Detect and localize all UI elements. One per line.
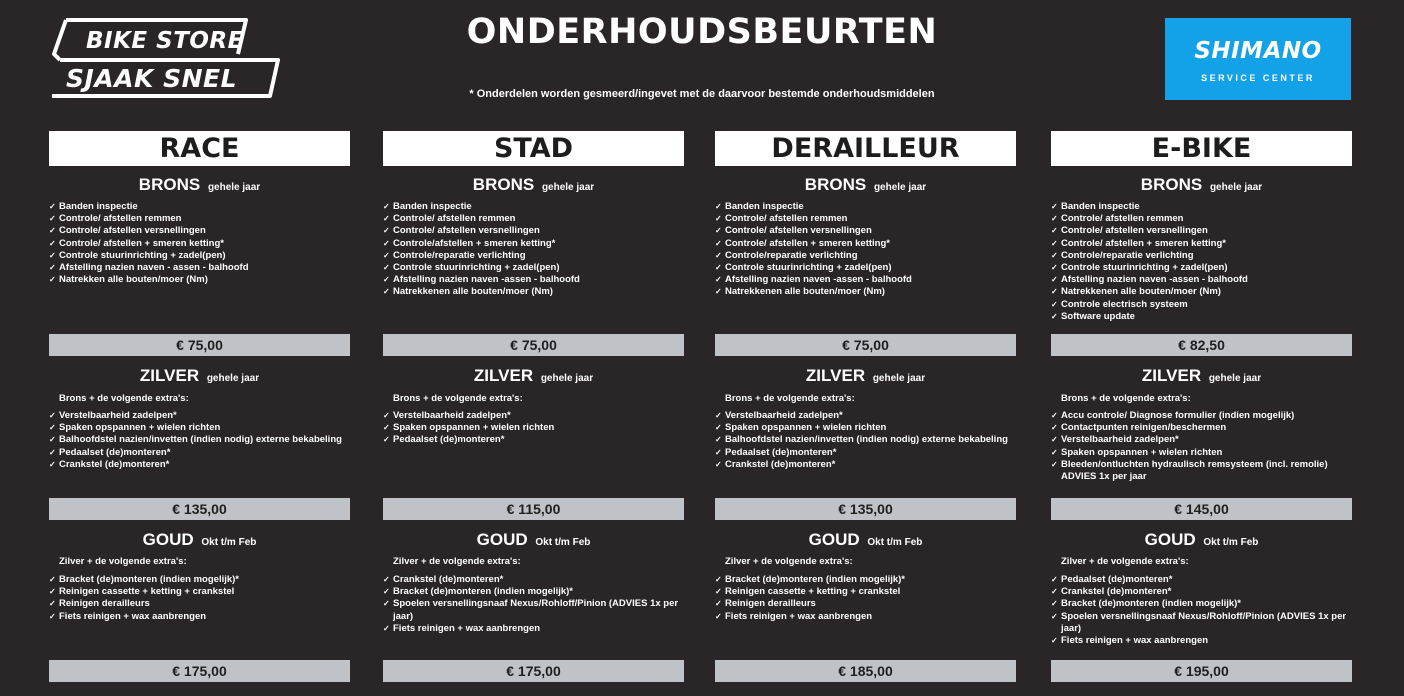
list-item bbox=[1051, 434, 1352, 446]
list-item bbox=[1051, 213, 1352, 225]
checkmark-icon: ✓ bbox=[49, 599, 56, 609]
list-item-text: Afstelling nazien naven -assen - balhoofd bbox=[393, 274, 580, 286]
zilver-item-list bbox=[715, 410, 1016, 471]
list-item bbox=[383, 574, 684, 586]
checkmark-icon: ✓ bbox=[49, 447, 56, 457]
list-item bbox=[383, 422, 684, 434]
list-item-text: Bracket (de)monteren (indien mogelijk)* bbox=[725, 574, 906, 585]
checkmark-icon: ✓ bbox=[383, 287, 390, 297]
checkmark-icon: ✓ bbox=[715, 459, 722, 469]
list-item bbox=[49, 201, 350, 213]
zilver-intro: Brons + de volgende extra's: bbox=[59, 393, 189, 404]
list-item-text: Controle/ afstellen + smeren ketting* bbox=[1061, 237, 1226, 249]
checkmark-icon: ✓ bbox=[1051, 411, 1058, 420]
checkmark-icon: ✓ bbox=[1051, 447, 1058, 457]
list-item bbox=[1051, 586, 1352, 598]
column-header: DERAILLEUR bbox=[715, 131, 1016, 166]
list-item-text: Controle/ afstellen versnellingen bbox=[1061, 225, 1208, 237]
goud-period: Okt t/m Feb bbox=[867, 537, 923, 548]
brons-price: € 75,00 bbox=[383, 334, 684, 356]
goud-title bbox=[49, 530, 350, 550]
goud-intro: Zilver + de volgende extra's: bbox=[393, 556, 521, 567]
checkmark-icon: ✓ bbox=[715, 275, 722, 285]
zilver-name: ZILVER bbox=[1141, 366, 1202, 385]
goud-name: GOUD bbox=[476, 530, 528, 549]
checkmark-icon: ✓ bbox=[1051, 587, 1058, 597]
page-title: ONDERHOUDSBEURTEN bbox=[466, 12, 938, 52]
list-item bbox=[383, 410, 684, 422]
brons-title bbox=[383, 175, 684, 195]
checkmark-icon: ✓ bbox=[383, 275, 390, 285]
zilver-title bbox=[715, 366, 1016, 386]
list-item-text: Bleeden/ontluchten hydraulisch remsysteem (incl. remolie) ADVIES 1x per jaar bbox=[1061, 458, 1328, 483]
checkmark-icon: ✓ bbox=[1051, 636, 1058, 646]
checkmark-icon: ✓ bbox=[715, 287, 722, 297]
column-header: STAD bbox=[383, 131, 684, 166]
brons-item-list bbox=[715, 201, 1016, 299]
checkmark-icon: ✓ bbox=[49, 611, 56, 621]
zilver-period: gehele jaar bbox=[540, 373, 594, 384]
goud-period: Okt t/m Feb bbox=[1203, 537, 1259, 548]
checkmark-icon: ✓ bbox=[49, 263, 56, 273]
list-item bbox=[1051, 286, 1352, 298]
zilver-price: € 115,00 bbox=[383, 498, 684, 520]
list-item bbox=[1051, 410, 1352, 422]
list-item-text: Verstelbaarheid zadelpen* bbox=[59, 410, 177, 421]
brons-item-list bbox=[383, 201, 684, 299]
list-item bbox=[1051, 299, 1352, 311]
list-item-text: Pedaalset (de)monteren* bbox=[725, 446, 837, 458]
checkmark-icon: ✓ bbox=[49, 587, 56, 597]
list-item bbox=[1051, 459, 1352, 483]
brons-name: BRONS bbox=[1140, 175, 1203, 194]
list-item bbox=[49, 238, 350, 250]
list-item bbox=[49, 274, 350, 286]
checkmark-icon: ✓ bbox=[1051, 575, 1058, 584]
list-item-text: Banden inspectie bbox=[393, 201, 472, 212]
checkmark-icon: ✓ bbox=[715, 587, 722, 597]
list-item bbox=[383, 434, 684, 446]
list-item-text: Crankstel (de)monteren* bbox=[1061, 586, 1172, 598]
shimano-service-center-logo bbox=[1165, 18, 1351, 100]
list-item-text: Natrekkenen alle bouten/moer (Nm) bbox=[393, 286, 553, 298]
list-item bbox=[715, 250, 1016, 262]
list-item-text: Reinigen derailleurs bbox=[725, 598, 816, 610]
list-item-text: Reinigen cassette + ketting + crankstel bbox=[725, 586, 901, 598]
shimano-service-center-text: SERVICE CENTER bbox=[1201, 73, 1315, 83]
brons-period: gehele jaar bbox=[1209, 182, 1263, 193]
page-subtitle: * Onderdelen worden gesmeerd/ingevet met de daarvoor bestemde onderhoudsmiddelen bbox=[469, 88, 935, 100]
checkmark-icon: ✓ bbox=[1051, 238, 1058, 248]
checkmark-icon: ✓ bbox=[383, 226, 390, 236]
list-item-text: Controle/reparatie verlichting bbox=[725, 249, 858, 261]
list-item-text: Natrekkenen alle bouten/moer (Nm) bbox=[725, 286, 885, 298]
list-item bbox=[49, 459, 350, 471]
zilver-title bbox=[1051, 366, 1352, 386]
goud-title bbox=[715, 530, 1016, 550]
checkmark-icon: ✓ bbox=[715, 202, 722, 211]
list-item-text: Controle/ afstellen remmen bbox=[1061, 213, 1184, 225]
zilver-period: gehele jaar bbox=[206, 373, 260, 384]
list-item-text: Controle stuurinrichting + zadel(pen) bbox=[1061, 262, 1228, 274]
list-item-text: Pedaalset (de)monteren* bbox=[59, 446, 171, 458]
goud-title bbox=[1051, 530, 1352, 550]
checkmark-icon: ✓ bbox=[715, 214, 722, 224]
list-item bbox=[715, 274, 1016, 286]
brons-item-list bbox=[49, 201, 350, 286]
list-item-text: Controle/ afstellen + smeren ketting* bbox=[725, 237, 890, 249]
goud-name: GOUD bbox=[808, 530, 860, 549]
brons-period: gehele jaar bbox=[207, 182, 261, 193]
goud-period: Okt t/m Feb bbox=[535, 537, 591, 548]
list-item bbox=[715, 262, 1016, 274]
list-item-text: Controle/reparatie verlichting bbox=[393, 249, 526, 261]
checkmark-icon: ✓ bbox=[49, 238, 56, 248]
brons-title bbox=[715, 175, 1016, 195]
list-item bbox=[49, 410, 350, 422]
list-item-text: Verstelbaarheid zadelpen* bbox=[1061, 434, 1179, 446]
list-item-text: Balhoofdstel nazien/invetten (indien nodig) externe bekabeling bbox=[59, 434, 342, 446]
zilver-period: gehele jaar bbox=[1208, 373, 1262, 384]
list-item-text: Pedaalset (de)monteren* bbox=[393, 434, 505, 446]
list-item-text: Controle/ afstellen versnellingen bbox=[393, 225, 540, 237]
list-item bbox=[1051, 422, 1352, 434]
brons-name: BRONS bbox=[472, 175, 535, 194]
list-item bbox=[1051, 225, 1352, 237]
checkmark-icon: ✓ bbox=[1051, 263, 1058, 273]
goud-price: € 195,00 bbox=[1051, 660, 1352, 682]
list-item-text: Spaken opspannen + wielen richten bbox=[59, 422, 221, 434]
list-item bbox=[715, 574, 1016, 586]
list-item bbox=[383, 225, 684, 237]
checkmark-icon: ✓ bbox=[49, 435, 56, 445]
list-item bbox=[383, 586, 684, 598]
list-item-text: Controle/reparatie verlichting bbox=[1061, 249, 1194, 261]
list-item-text: Verstelbaarheid zadelpen* bbox=[393, 410, 511, 421]
list-item bbox=[1051, 635, 1352, 647]
list-item-text: Reinigen derailleurs bbox=[59, 598, 150, 610]
list-item-text: Contactpunten reinigen/beschermen bbox=[1061, 422, 1227, 434]
goud-item-list bbox=[49, 574, 350, 623]
list-item-text: Spaken opspannen + wielen richten bbox=[393, 422, 555, 434]
checkmark-icon: ✓ bbox=[49, 202, 56, 211]
checkmark-icon: ✓ bbox=[383, 250, 390, 260]
list-item bbox=[1051, 238, 1352, 250]
list-item bbox=[49, 213, 350, 225]
list-item-text: Banden inspectie bbox=[1061, 201, 1140, 212]
zilver-period: gehele jaar bbox=[872, 373, 926, 384]
list-item bbox=[715, 434, 1016, 446]
checkmark-icon: ✓ bbox=[715, 411, 722, 420]
goud-price: € 185,00 bbox=[715, 660, 1016, 682]
list-item bbox=[1051, 574, 1352, 586]
list-item-text: Controle stuurinrichting + zadel(pen) bbox=[393, 262, 560, 274]
checkmark-icon: ✓ bbox=[1051, 275, 1058, 285]
list-item bbox=[49, 262, 350, 274]
list-item-text: Controle stuurinrichting + zadel(pen) bbox=[725, 262, 892, 274]
brons-price: € 75,00 bbox=[49, 334, 350, 356]
shimano-brand: SHIMANO bbox=[1194, 38, 1322, 64]
checkmark-icon: ✓ bbox=[49, 250, 56, 260]
brons-name: BRONS bbox=[138, 175, 201, 194]
zilver-intro: Brons + de volgende extra's: bbox=[725, 393, 855, 404]
checkmark-icon: ✓ bbox=[383, 202, 390, 211]
checkmark-icon: ✓ bbox=[1051, 202, 1058, 211]
list-item-text: Fiets reinigen + wax aanbrengen bbox=[59, 610, 207, 622]
goud-item-list bbox=[383, 574, 684, 635]
checkmark-icon: ✓ bbox=[383, 435, 390, 445]
checkmark-icon: ✓ bbox=[715, 575, 722, 584]
checkmark-icon: ✓ bbox=[1051, 459, 1058, 469]
checkmark-icon: ✓ bbox=[715, 226, 722, 236]
list-item bbox=[383, 250, 684, 262]
list-item-text: Spaken opspannen + wielen richten bbox=[1061, 446, 1223, 458]
list-item bbox=[383, 238, 684, 250]
zilver-title bbox=[383, 366, 684, 386]
checkmark-icon: ✓ bbox=[1051, 299, 1058, 309]
checkmark-icon: ✓ bbox=[383, 599, 390, 609]
list-item bbox=[49, 447, 350, 459]
list-item-text: Controle electrisch systeem bbox=[1061, 298, 1188, 310]
goud-price: € 175,00 bbox=[49, 660, 350, 682]
list-item-text: Fiets reinigen + wax aanbrengen bbox=[725, 610, 873, 622]
list-item-text: Spaken opspannen + wielen richten bbox=[725, 422, 887, 434]
zilver-item-list bbox=[1051, 410, 1352, 483]
checkmark-icon: ✓ bbox=[715, 238, 722, 248]
goud-price: € 175,00 bbox=[383, 660, 684, 682]
list-item-text: Controle/afstellen + smeren ketting* bbox=[393, 237, 556, 249]
zilver-item-list bbox=[49, 410, 350, 471]
list-item-text: Controle/ afstellen versnellingen bbox=[725, 225, 872, 237]
checkmark-icon: ✓ bbox=[383, 423, 390, 433]
goud-intro: Zilver + de volgende extra's: bbox=[1061, 556, 1189, 567]
list-item-text: Pedaalset (de)monteren* bbox=[1061, 574, 1173, 585]
checkmark-icon: ✓ bbox=[49, 459, 56, 469]
list-item bbox=[49, 574, 350, 586]
goud-title bbox=[383, 530, 684, 550]
brons-title bbox=[1051, 175, 1352, 195]
list-item bbox=[383, 286, 684, 298]
checkmark-icon: ✓ bbox=[383, 575, 390, 584]
checkmark-icon: ✓ bbox=[715, 250, 722, 260]
list-item bbox=[1051, 274, 1352, 286]
list-item bbox=[1051, 311, 1352, 323]
list-item bbox=[715, 410, 1016, 422]
brons-price: € 75,00 bbox=[715, 334, 1016, 356]
list-item-text: Fiets reinigen + wax aanbrengen bbox=[1061, 635, 1209, 647]
checkmark-icon: ✓ bbox=[1051, 423, 1058, 433]
checkmark-icon: ✓ bbox=[383, 623, 390, 633]
list-item bbox=[49, 434, 350, 446]
list-item bbox=[383, 213, 684, 225]
checkmark-icon: ✓ bbox=[49, 423, 56, 433]
brons-price: € 82,50 bbox=[1051, 334, 1352, 356]
checkmark-icon: ✓ bbox=[715, 435, 722, 445]
checkmark-icon: ✓ bbox=[715, 447, 722, 457]
goud-name: GOUD bbox=[142, 530, 194, 549]
checkmark-icon: ✓ bbox=[715, 599, 722, 609]
list-item-text: Banden inspectie bbox=[59, 201, 138, 212]
list-item bbox=[1051, 250, 1352, 262]
list-item bbox=[383, 262, 684, 274]
list-item-text: Banden inspectie bbox=[725, 201, 804, 212]
brons-name: BRONS bbox=[804, 175, 867, 194]
checkmark-icon: ✓ bbox=[383, 587, 390, 597]
list-item bbox=[383, 598, 684, 622]
list-item bbox=[383, 274, 684, 286]
list-item bbox=[49, 598, 350, 610]
list-item bbox=[715, 422, 1016, 434]
logo-line-2: SJAAK SNEL bbox=[66, 64, 238, 93]
list-item bbox=[383, 201, 684, 213]
brons-period: gehele jaar bbox=[541, 182, 595, 193]
goud-intro: Zilver + de volgende extra's: bbox=[59, 556, 187, 567]
list-item-text: Software update bbox=[1061, 310, 1135, 322]
list-item-text: Controle/ afstellen remmen bbox=[59, 213, 182, 225]
checkmark-icon: ✓ bbox=[49, 226, 56, 236]
list-item-text: Fiets reinigen + wax aanbrengen bbox=[393, 622, 541, 634]
checkmark-icon: ✓ bbox=[383, 238, 390, 248]
checkmark-icon: ✓ bbox=[49, 575, 56, 584]
list-item-text: Reinigen cassette + ketting + crankstel bbox=[59, 586, 235, 598]
goud-item-list bbox=[715, 574, 1016, 623]
list-item bbox=[383, 623, 684, 635]
list-item-text: Spoelen versnellingsnaaf Nexus/Rohloff/Pinion (ADVIES 1x per jaar) bbox=[1061, 610, 1347, 634]
brons-item-list bbox=[1051, 201, 1352, 323]
goud-intro: Zilver + de volgende extra's: bbox=[725, 556, 853, 567]
checkmark-icon: ✓ bbox=[383, 263, 390, 273]
list-item-text: Controle/ afstellen remmen bbox=[393, 213, 516, 225]
list-item-text: Crankstel (de)monteren* bbox=[393, 574, 504, 585]
list-item bbox=[49, 422, 350, 434]
zilver-intro: Brons + de volgende extra's: bbox=[1061, 393, 1191, 404]
list-item bbox=[1051, 447, 1352, 459]
list-item-text: Controle stuurinrichting + zadel(pen) bbox=[59, 249, 226, 261]
list-item-text: Controle/ afstellen versnellingen bbox=[59, 225, 206, 237]
list-item bbox=[1051, 262, 1352, 274]
list-item bbox=[715, 598, 1016, 610]
checkmark-icon: ✓ bbox=[1051, 250, 1058, 260]
list-item bbox=[1051, 611, 1352, 635]
checkmark-icon: ✓ bbox=[49, 214, 56, 224]
checkmark-icon: ✓ bbox=[49, 411, 56, 420]
checkmark-icon: ✓ bbox=[1051, 214, 1058, 224]
list-item bbox=[49, 250, 350, 262]
zilver-price: € 145,00 bbox=[1051, 498, 1352, 520]
list-item bbox=[1051, 598, 1352, 610]
list-item bbox=[49, 225, 350, 237]
zilver-item-list bbox=[383, 410, 684, 447]
zilver-price: € 135,00 bbox=[715, 498, 1016, 520]
list-item-text: Afstelling nazien naven - assen - balhoofd bbox=[59, 262, 249, 274]
goud-item-list bbox=[1051, 574, 1352, 647]
checkmark-icon: ✓ bbox=[1051, 287, 1058, 297]
list-item bbox=[715, 586, 1016, 598]
list-item-text: Controle/ afstellen + smeren ketting* bbox=[59, 237, 224, 249]
checkmark-icon: ✓ bbox=[383, 214, 390, 224]
list-item-text: Crankstel (de)monteren* bbox=[725, 458, 836, 470]
zilver-intro: Brons + de volgende extra's: bbox=[393, 393, 523, 404]
checkmark-icon: ✓ bbox=[1051, 599, 1058, 609]
list-item-text: Spoelen versnellingsnaaf Nexus/Rohloff/Pinion (ADVIES 1x per jaar) bbox=[393, 598, 679, 622]
list-item bbox=[715, 611, 1016, 623]
checkmark-icon: ✓ bbox=[1051, 226, 1058, 236]
zilver-name: ZILVER bbox=[805, 366, 866, 385]
list-item-text: Bracket (de)monteren (indien mogelijk)* bbox=[59, 574, 240, 585]
zilver-title bbox=[49, 366, 350, 386]
goud-period: Okt t/m Feb bbox=[201, 537, 257, 548]
list-item bbox=[715, 201, 1016, 213]
list-item-text: Accu controle/ Diagnose formulier (indien mogelijk) bbox=[1061, 410, 1295, 421]
list-item-text: Balhoofdstel nazien/invetten (indien nodig) externe bekabeling bbox=[725, 434, 1008, 446]
checkmark-icon: ✓ bbox=[715, 611, 722, 621]
list-item-text: Afstelling nazien naven -assen - balhoofd bbox=[1061, 274, 1248, 286]
goud-name: GOUD bbox=[1144, 530, 1196, 549]
list-item-text: Verstelbaarheid zadelpen* bbox=[725, 410, 843, 421]
column-header: RACE bbox=[49, 131, 350, 166]
brons-title bbox=[49, 175, 350, 195]
list-item bbox=[49, 586, 350, 598]
list-item bbox=[715, 225, 1016, 237]
list-item bbox=[715, 459, 1016, 471]
list-item bbox=[715, 238, 1016, 250]
list-item bbox=[49, 611, 350, 623]
checkmark-icon: ✓ bbox=[49, 275, 56, 285]
list-item bbox=[715, 447, 1016, 459]
zilver-name: ZILVER bbox=[473, 366, 534, 385]
zilver-name: ZILVER bbox=[139, 366, 200, 385]
list-item-text: Natrekken alle bouten/moer (Nm) bbox=[59, 274, 208, 286]
logo-line-1: BIKE STORE bbox=[86, 28, 244, 54]
list-item-text: Bracket (de)monteren (indien mogelijk)* bbox=[1061, 598, 1242, 610]
list-item-text: Bracket (de)monteren (indien mogelijk)* bbox=[393, 586, 574, 598]
column-header: E-BIKE bbox=[1051, 131, 1352, 166]
list-item bbox=[715, 286, 1016, 298]
checkmark-icon: ✓ bbox=[1051, 611, 1058, 621]
checkmark-icon: ✓ bbox=[383, 411, 390, 420]
list-item-text: Afstelling nazien naven -assen - balhoofd bbox=[725, 274, 912, 286]
list-item-text: Controle/ afstellen remmen bbox=[725, 213, 848, 225]
checkmark-icon: ✓ bbox=[1051, 435, 1058, 445]
list-item bbox=[715, 213, 1016, 225]
list-item-text: Crankstel (de)monteren* bbox=[59, 458, 170, 470]
list-item-text: Natrekkenen alle bouten/moer (Nm) bbox=[1061, 286, 1221, 298]
brons-period: gehele jaar bbox=[873, 182, 927, 193]
list-item bbox=[1051, 201, 1352, 213]
checkmark-icon: ✓ bbox=[1051, 311, 1058, 321]
checkmark-icon: ✓ bbox=[715, 423, 722, 433]
zilver-price: € 135,00 bbox=[49, 498, 350, 520]
checkmark-icon: ✓ bbox=[715, 263, 722, 273]
